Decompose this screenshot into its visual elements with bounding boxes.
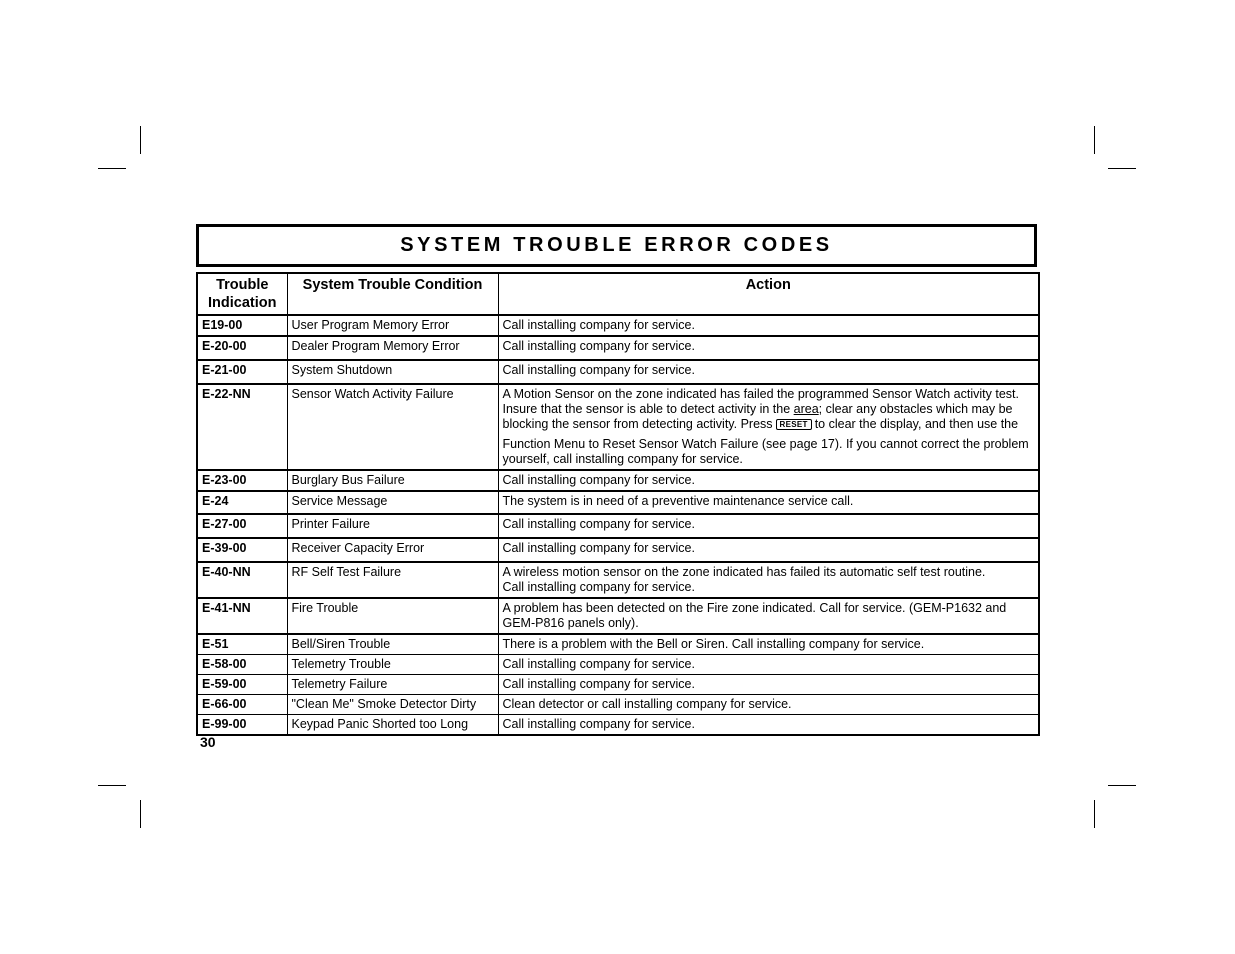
trouble-code: E-59-00 xyxy=(197,675,287,695)
trouble-condition: Receiver Capacity Error xyxy=(287,538,498,562)
trouble-code: E-24 xyxy=(197,491,287,514)
table-row xyxy=(197,470,1039,491)
trouble-action: Call installing company for service. xyxy=(498,655,1039,675)
trouble-action: Call installing company for service. xyxy=(498,470,1039,491)
header-trouble-indication: Trouble Indication xyxy=(197,273,287,315)
trouble-code: E-27-00 xyxy=(197,514,287,538)
trouble-condition: Fire Trouble xyxy=(287,598,498,634)
table-row xyxy=(197,598,1039,634)
trouble-condition: Printer Failure xyxy=(287,514,498,538)
trouble-code: E-20-00 xyxy=(197,336,287,360)
table-row xyxy=(197,538,1039,562)
trouble-code: E-21-00 xyxy=(197,360,287,384)
crop-mark xyxy=(140,800,141,828)
trouble-code: E-66-00 xyxy=(197,695,287,715)
table-row xyxy=(197,514,1039,538)
table-header-row xyxy=(197,273,1039,315)
crop-mark xyxy=(98,785,126,786)
trouble-condition: System Shutdown xyxy=(287,360,498,384)
trouble-code: E-23-00 xyxy=(197,470,287,491)
trouble-condition: Sensor Watch Activity Failure xyxy=(287,384,498,470)
trouble-condition: Service Message xyxy=(287,491,498,514)
trouble-condition: Telemetry Trouble xyxy=(287,655,498,675)
trouble-action: Call installing company for service. xyxy=(498,514,1039,538)
trouble-action: Call installing company for service. xyxy=(498,315,1039,336)
trouble-condition: Telemetry Failure xyxy=(287,675,498,695)
trouble-action xyxy=(498,562,1039,598)
header-system-trouble-condition: System Trouble Condition xyxy=(287,273,498,315)
page-title: SYSTEM TROUBLE ERROR CODES xyxy=(400,234,833,256)
trouble-action: A problem has been detected on the Fire zone indicated. Call for service. (GEM-P1632 and GEM-P816 panels only). xyxy=(498,598,1039,634)
table-row xyxy=(197,336,1039,360)
reset-key-icon: RESET xyxy=(776,419,812,430)
action-text: Call installing company for service. xyxy=(502,580,695,594)
page-number: 30 xyxy=(200,734,216,750)
action-text: ; clear any obstacles which may be blocking the sensor from detecting activity. Press xyxy=(502,402,1013,431)
trouble-condition: Bell/Siren Trouble xyxy=(287,634,498,655)
table-row xyxy=(197,655,1039,675)
table-row xyxy=(197,562,1039,598)
trouble-action: Clean detector or call installing company for service. xyxy=(498,695,1039,715)
crop-mark xyxy=(1094,800,1095,828)
action-text: area xyxy=(793,402,819,416)
trouble-code: E-99-00 xyxy=(197,715,287,736)
table-row xyxy=(197,715,1039,736)
trouble-condition: Keypad Panic Shorted too Long xyxy=(287,715,498,736)
crop-mark xyxy=(1108,785,1136,786)
trouble-action: Call installing company for service. xyxy=(498,675,1039,695)
trouble-action: There is a problem with the Bell or Siren. Call installing company for service. xyxy=(498,634,1039,655)
trouble-action xyxy=(498,384,1039,470)
trouble-action: Call installing company for service. xyxy=(498,538,1039,562)
trouble-code: E-41-NN xyxy=(197,598,287,634)
trouble-code: E-40-NN xyxy=(197,562,287,598)
trouble-action: Call installing company for service. xyxy=(498,360,1039,384)
trouble-code: E-51 xyxy=(197,634,287,655)
trouble-action: Call installing company for service. xyxy=(498,336,1039,360)
action-text: Function Menu to Reset Sensor Watch Failure (see page 17). If you cannot correct the problem yourself, call installing company for service. xyxy=(502,437,1029,466)
trouble-action: The system is in need of a preventive maintenance service call. xyxy=(498,491,1039,514)
page-title-box xyxy=(196,224,1037,267)
trouble-condition: RF Self Test Failure xyxy=(287,562,498,598)
crop-mark xyxy=(1094,126,1095,154)
action-text: to clear the display, and then use the xyxy=(814,417,1019,431)
table-row xyxy=(197,384,1039,470)
table-row xyxy=(197,634,1039,655)
table-row xyxy=(197,360,1039,384)
trouble-code: E-22-NN xyxy=(197,384,287,470)
action-text: A Motion Sensor on the zone indicated has failed the programmed Sensor Watch activity test. Insure that the sensor is able to detect activity in the xyxy=(502,387,1019,416)
table-row xyxy=(197,491,1039,514)
crop-mark xyxy=(1108,168,1136,169)
crop-mark xyxy=(140,126,141,154)
trouble-condition: Burglary Bus Failure xyxy=(287,470,498,491)
table-row xyxy=(197,675,1039,695)
error-codes-table xyxy=(196,272,1040,736)
trouble-code: E19-00 xyxy=(197,315,287,336)
table-row xyxy=(197,695,1039,715)
table-row xyxy=(197,315,1039,336)
crop-mark xyxy=(98,168,126,169)
trouble-condition: "Clean Me" Smoke Detector Dirty xyxy=(287,695,498,715)
action-text: A wireless motion sensor on the zone indicated has failed its automatic self test routine. xyxy=(502,565,986,579)
trouble-code: E-58-00 xyxy=(197,655,287,675)
trouble-action: Call installing company for service. xyxy=(498,715,1039,736)
trouble-condition: Dealer Program Memory Error xyxy=(287,336,498,360)
trouble-condition: User Program Memory Error xyxy=(287,315,498,336)
header-action: Action xyxy=(498,273,1039,315)
trouble-code: E-39-00 xyxy=(197,538,287,562)
